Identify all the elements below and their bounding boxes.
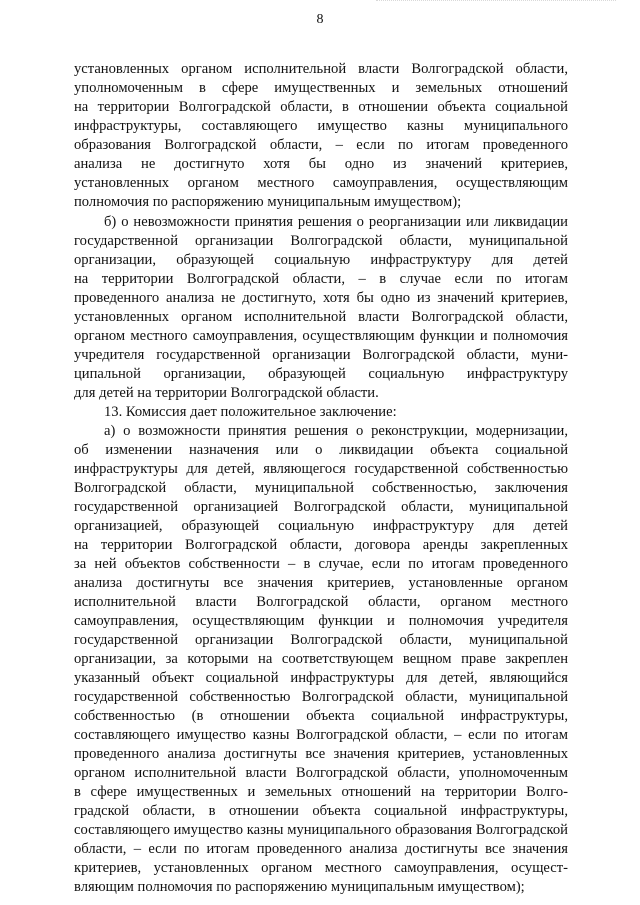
scan-artifact-mark (376, 0, 616, 7)
text-line: государственной организации Волгоградской области, муниципальной (74, 632, 568, 648)
text-line: на территории Волгоградской области, договора аренды закрепленных (74, 537, 568, 553)
text-line: критериев, установленных органом местного самоуправления, осущест- (74, 860, 568, 876)
text-line: составляющего имущество казны Волгоградской области, – если по итогам (74, 727, 568, 743)
text-line: государственной собственностью Волгоградской области, муниципальной (74, 689, 568, 705)
text-line: градской области, в отношении объекта социальной инфраструктуры, (74, 803, 568, 819)
text-line: органом исполнительной власти Волгоградской области, уполномоченным (74, 765, 568, 781)
text-line: образования Волгоградской области, – если по итогам проведенного (74, 137, 568, 153)
text-line: а) о возможности принятия решения о реконструкции, модернизации, (104, 423, 568, 439)
text-line: организации, за которыми на соответствующем вещном праве закреплен (74, 651, 568, 667)
text-line: ципальной организации, образующей социальную инфраструктуру (74, 366, 568, 382)
paragraph-item-a (74, 422, 568, 897)
text-line: организации, образующей социальную инфраструктуру для детей (74, 252, 568, 268)
text-line: полномочия по распоряжению муниципальным имуществом); (74, 194, 462, 210)
text-line: за ней объектов собственности – в случае, если по итогам проведенного (74, 556, 568, 572)
text-line: государственной организацией Волгоградской области, муниципальной (74, 499, 568, 515)
page-number: 8 (316, 12, 324, 27)
text-line: организацией, образующей социальную инфраструктуру для детей (74, 518, 568, 534)
text-line: государственной организации Волгоградской области, муниципальной (74, 233, 568, 249)
paragraph-item-13 (74, 403, 568, 422)
text-line: учредителя государственной организации Волгоградской области, муни- (74, 347, 568, 363)
text-line: 13. Комиссия дает положительное заключение: (104, 404, 397, 420)
text-line: инфраструктуры для детей, являющегося государственной собственностью (74, 461, 568, 477)
text-line: на территории Волгоградской области, – в случае если по итогам (74, 271, 568, 287)
text-line: составляющего имущество казны муниципального образования Волгоградской (74, 822, 568, 838)
text-line: исполнительной власти Волгоградской области, органом местного (74, 594, 568, 610)
text-line: вляющим полномочия по распоряжению муниципальным имуществом); (74, 879, 525, 895)
text-line: анализа не достигнуто хотя бы одно из значений критериев, (74, 156, 568, 172)
text-line: Волгоградской области, муниципальной собственностью, заключения (74, 480, 568, 496)
text-line: в сфере имущественных и земельных отношений на территории Волго- (74, 784, 568, 800)
text-line: инфраструктуры, составляющего имущество казны муниципального (74, 118, 568, 134)
text-line: об изменении назначения или о ликвидации объекта социальной (74, 442, 568, 458)
text-line: установленных органом исполнительной власти Волгоградской области, (74, 61, 568, 77)
text-line: собственностью (в отношении объекта социальной инфраструктуры, (74, 708, 568, 724)
text-line: для детей на территории Волгоградской области. (74, 385, 379, 401)
text-line: проведенного анализа не достигнуто, хотя бы одно из значений критериев, (74, 290, 568, 306)
text-line: области, – если по итогам проведенного анализа достигнуты все значения (74, 841, 568, 857)
text-line: проведенного анализа достигнуты все значения критериев, установленных (74, 746, 568, 762)
text-line: анализа достигнуты все значения критериев, установленные органом (74, 575, 568, 591)
text-line: указанный объект социальной инфраструктуры для детей, являющийся (74, 670, 568, 686)
text-line: установленных органом местного самоуправления, осуществляющим (74, 175, 568, 191)
paragraph-item-b (74, 213, 568, 403)
text-line: органом местного самоуправления, осуществляющим функции и полномочия (74, 328, 568, 344)
paragraph-continuation (74, 60, 568, 212)
text-line: установленных органом исполнительной власти Волгоградской области, (74, 309, 568, 325)
text-line: самоуправления, осуществляющим функции и полномочия учредителя (74, 613, 568, 629)
text-line: уполномоченным в сфере имущественных и земельных отношений (74, 80, 568, 96)
text-line: б) о невозможности принятия решения о реорганизации или ликвидации (104, 214, 568, 230)
text-line: на территории Волгоградской области, в отношении объекта социальной (74, 99, 568, 115)
